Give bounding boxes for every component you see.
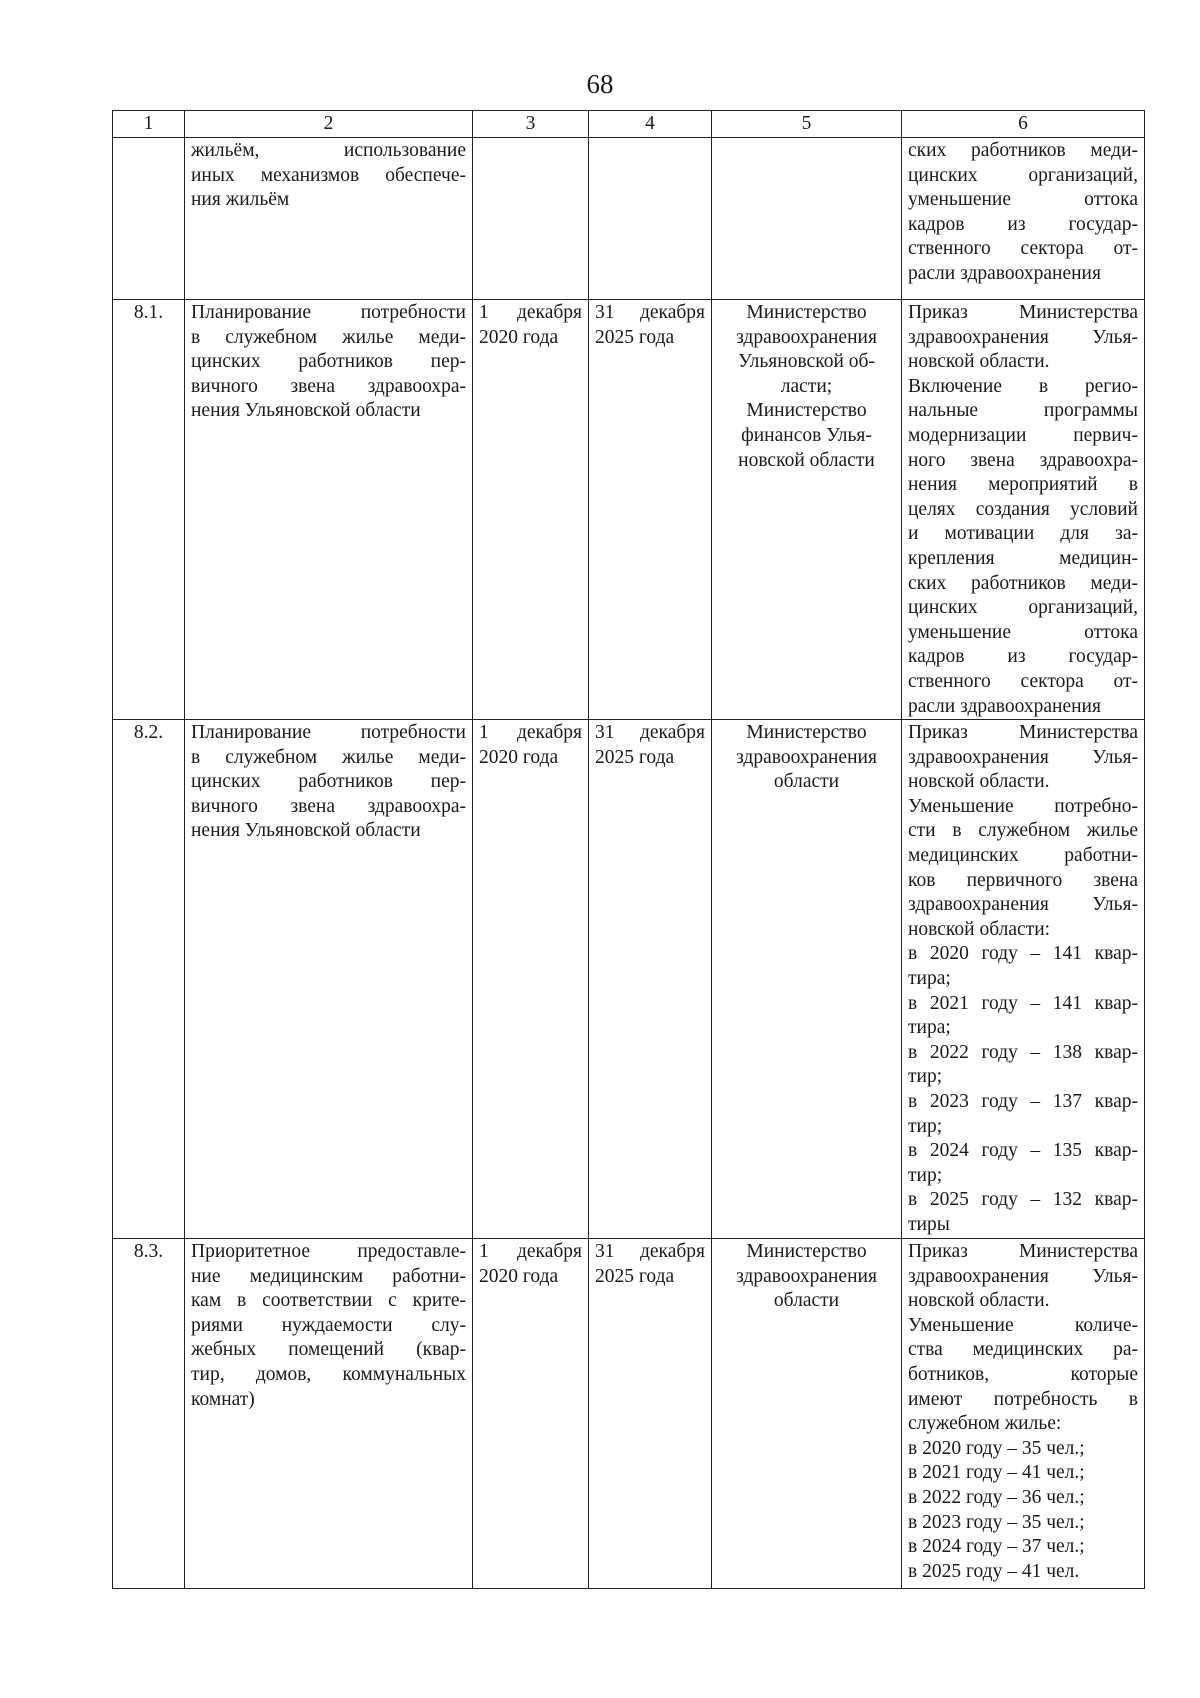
result-line: ного звена здравоохра- <box>908 449 1138 471</box>
result-cell <box>902 138 1145 300</box>
result-line: новской области. <box>908 1290 1050 1312</box>
end-date-cell <box>589 720 712 1239</box>
result-cell <box>902 1239 1145 1589</box>
result-line: тира; <box>908 1017 951 1039</box>
start-date-line: 2020 года <box>479 1265 559 1287</box>
header-cell-6: 6 <box>902 111 1145 138</box>
end-date-line: 2025 года <box>595 326 675 348</box>
result-line: тиры <box>908 1213 950 1235</box>
executor-line: здравоохранения <box>736 326 877 348</box>
start-date-cell <box>473 300 589 720</box>
result-line: уменьшение оттока <box>908 189 1138 211</box>
activity-line: жебных помещений (квар- <box>191 1339 466 1361</box>
end-date-line: 31 декабря <box>595 302 705 323</box>
result-line: новской области. <box>908 351 1050 373</box>
executor-line: Министерство <box>746 400 867 422</box>
result-line: в 2020 году – 35 чел.; <box>908 1437 1085 1459</box>
activity-line: жильём, использование <box>191 140 466 161</box>
result-line: Приказ Министерства <box>908 722 1138 744</box>
result-line: нальные программы <box>908 400 1138 422</box>
header-cell-1: 1 <box>113 111 185 138</box>
table-row <box>113 720 1145 1239</box>
result-line: в 2023 году – 35 чел.; <box>908 1511 1085 1533</box>
end-date-cell <box>589 138 712 300</box>
result-line: Приказ Министерства <box>908 302 1138 323</box>
result-cell <box>902 300 1145 720</box>
activity-line: Планирование потребности <box>191 302 466 323</box>
result-line: в 2025 году – 41 чел. <box>908 1560 1080 1582</box>
result-line: и мотивации для за- <box>908 523 1138 545</box>
table-header-row <box>113 111 1145 138</box>
executor-line: здравоохранения <box>736 746 877 768</box>
result-line: в 2021 году – 141 квар- <box>908 992 1138 1014</box>
executor-line: Министерство <box>746 302 867 323</box>
activity-line: цинских работников пер- <box>191 771 466 793</box>
executor-cell <box>712 1239 902 1589</box>
activity-cell <box>185 1239 473 1589</box>
table-row <box>113 1239 1145 1589</box>
executor-line: области <box>773 771 840 793</box>
activity-cell <box>185 138 473 300</box>
end-date-line: 2025 года <box>595 1265 675 1287</box>
start-date-line: 1 декабря <box>479 1241 582 1263</box>
result-line: Уменьшение количе- <box>908 1314 1138 1336</box>
result-line: цинских организаций, <box>908 597 1138 619</box>
result-line: нения мероприятий в <box>908 474 1138 496</box>
activity-line: тир, домов, коммунальных <box>191 1364 466 1386</box>
table-row <box>113 138 1145 300</box>
end-date-line: 2025 года <box>595 746 675 768</box>
end-date-cell <box>589 1239 712 1589</box>
activity-line: в служебном жилье меди- <box>191 326 466 348</box>
start-date-line: 1 декабря <box>479 722 582 744</box>
result-line: тир; <box>908 1115 943 1137</box>
header-cell-3: 3 <box>473 111 589 138</box>
executor-line: Министерство <box>746 722 867 744</box>
result-line: здравоохранения Улья- <box>908 894 1138 916</box>
result-line: в 2023 году – 137 квар- <box>908 1091 1138 1112</box>
result-line: в 2024 году – 135 квар- <box>908 1140 1138 1162</box>
result-line: в 2022 году – 138 квар- <box>908 1041 1138 1063</box>
activity-line: Планирование потребности <box>191 722 466 744</box>
result-line: в 2024 году – 37 чел.; <box>908 1536 1085 1558</box>
activity-line: нения Ульяновской области <box>191 820 421 842</box>
activity-line: вичного звена здравоохра- <box>191 795 466 817</box>
row-number: 8.1. <box>113 300 185 720</box>
result-line: ских работников меди- <box>908 572 1138 594</box>
header-cell-5: 5 <box>712 111 902 138</box>
activity-line: в служебном жилье меди- <box>191 746 466 768</box>
executor-line: ласти; <box>780 375 833 397</box>
result-line: расли здравоохранения <box>908 695 1101 717</box>
result-line: медицинских работни- <box>908 845 1138 867</box>
result-line: в 2020 году – 141 квар- <box>908 943 1138 965</box>
result-line: цинских организаций, <box>908 164 1138 186</box>
result-line: Включение в регио- <box>908 375 1138 397</box>
result-line: ков первичного звена <box>908 869 1138 891</box>
activity-line: Приоритетное предоставле- <box>191 1241 466 1263</box>
start-date-cell <box>473 138 589 300</box>
result-line: ботников, которые <box>908 1364 1138 1386</box>
activity-line: нения Ульяновской области <box>191 400 421 422</box>
result-line: ских работников меди- <box>908 140 1138 161</box>
result-line: Уменьшение потребно- <box>908 795 1138 817</box>
page-number: 68 <box>586 69 614 99</box>
result-line: здравоохранения Улья- <box>908 746 1138 768</box>
activity-line: вичного звена здравоохра- <box>191 375 466 397</box>
executor-line: здравоохранения <box>736 1265 877 1287</box>
result-line: здравоохранения Улья- <box>908 1265 1138 1287</box>
row-number: 8.3. <box>113 1239 185 1589</box>
activity-line: ние медицинским работни- <box>191 1265 466 1287</box>
executor-line: финансов Улья- <box>741 424 872 446</box>
activity-line: цинских работников пер- <box>191 351 466 373</box>
end-date-line: 31 декабря <box>595 722 705 744</box>
result-line: уменьшение оттока <box>908 621 1138 643</box>
result-cell <box>902 720 1145 1239</box>
executor-line: новской области <box>738 449 875 471</box>
result-line: здравоохранения Улья- <box>908 326 1138 348</box>
result-line: целях создания условий <box>908 498 1138 520</box>
start-date-cell <box>473 720 589 1239</box>
activity-line: ния жильём <box>191 189 290 211</box>
result-line: ственного сектора от- <box>908 670 1138 692</box>
executor-line: Ульяновской об- <box>738 351 875 373</box>
row-number: 8.2. <box>113 720 185 1239</box>
result-line: тир; <box>908 1066 943 1088</box>
result-line: крепления медицин- <box>908 547 1138 569</box>
result-line: новской области. <box>908 771 1050 793</box>
result-line: новской области: <box>908 918 1051 940</box>
start-date-line: 2020 года <box>479 326 559 348</box>
result-line: имеют потребность в <box>908 1388 1138 1410</box>
header-cell-2: 2 <box>185 111 473 138</box>
activity-line: риями нуждаемости слу- <box>191 1314 466 1336</box>
result-line: тира; <box>908 968 951 990</box>
result-line: тир; <box>908 1164 943 1186</box>
result-line: в 2021 году – 41 чел.; <box>908 1462 1085 1484</box>
executor-line: Министерство <box>746 1241 867 1263</box>
activity-cell <box>185 720 473 1239</box>
end-date-line: 31 декабря <box>595 1241 705 1263</box>
result-line: расли здравоохранения <box>908 262 1101 284</box>
start-date-cell <box>473 1239 589 1589</box>
plan-table <box>112 110 1145 1589</box>
executor-cell <box>712 720 902 1239</box>
result-line: ственного сектора от- <box>908 238 1138 260</box>
end-date-cell <box>589 300 712 720</box>
header-cell-4: 4 <box>589 111 712 138</box>
activity-line: кам в соответствии с крите- <box>191 1290 466 1312</box>
executor-cell <box>712 300 902 720</box>
result-line: в 2025 году – 132 квар- <box>908 1189 1138 1211</box>
activity-cell <box>185 300 473 720</box>
activity-line: комнат) <box>191 1388 255 1410</box>
result-line: кадров из государ- <box>908 646 1138 668</box>
result-line: в 2022 году – 36 чел.; <box>908 1487 1085 1509</box>
result-line: ства медицинских ра- <box>908 1339 1138 1361</box>
result-line: Приказ Министерства <box>908 1241 1138 1263</box>
result-line: служебном жилье: <box>908 1413 1062 1435</box>
executor-line: области <box>773 1290 840 1312</box>
result-line: сти в служебном жилье <box>908 820 1138 842</box>
result-line: кадров из государ- <box>908 213 1138 235</box>
executor-cell <box>712 138 902 300</box>
result-line: модернизации первич- <box>908 424 1138 446</box>
table-row <box>113 300 1145 720</box>
start-date-line: 1 декабря <box>479 302 582 323</box>
start-date-line: 2020 года <box>479 746 559 768</box>
activity-line: иных механизмов обеспече- <box>191 164 466 186</box>
row-number <box>113 138 185 300</box>
